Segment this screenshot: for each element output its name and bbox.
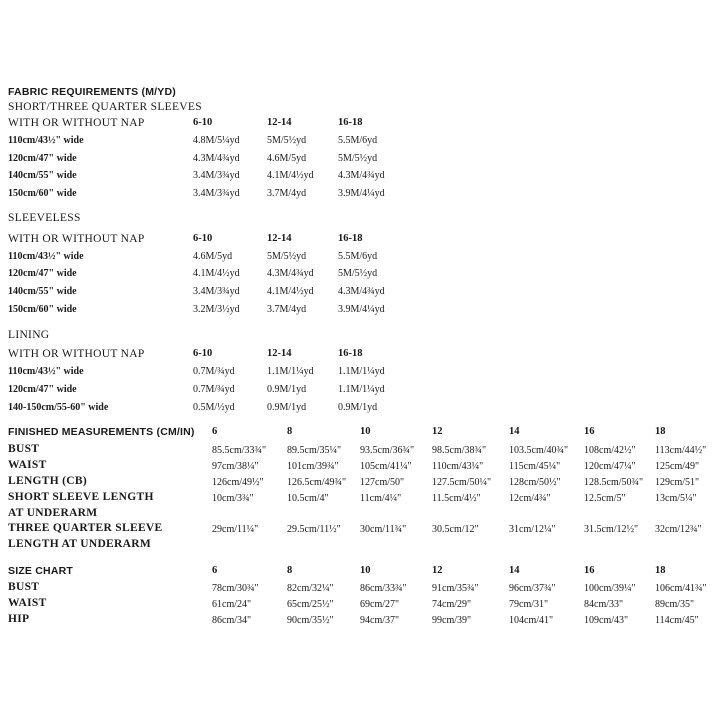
size-header: 6 <box>212 426 218 437</box>
fabric-value: 0.5M/½yd <box>193 402 235 413</box>
measure-value: 89cm/35" <box>655 599 695 610</box>
measure-value: 12.5cm/5" <box>584 493 626 504</box>
fabric-value: 4.6M/5yd <box>193 251 233 262</box>
fabric-value: 5M/5½yd <box>338 153 378 164</box>
measure-value: 12cm/4¾" <box>509 493 551 504</box>
fabric-value: 4.3M/4¾yd <box>267 268 314 279</box>
fabric-value: 3.7M/4yd <box>267 188 307 199</box>
measure-value: 127cm/50" <box>360 477 405 488</box>
measure-value: 105cm/41¼" <box>360 461 412 472</box>
measure-value: 115cm/45¼" <box>509 461 561 472</box>
measure-label: WAIST <box>8 459 47 471</box>
fabric-value: 0.7M/¾yd <box>193 384 235 395</box>
measure-value: 86cm/34" <box>212 615 252 626</box>
fabric-value: 1.1M/1¼yd <box>267 366 314 377</box>
size-header: 10 <box>360 565 371 576</box>
measure-value: 29.5cm/11½" <box>287 524 341 535</box>
measure-value: 101cm/39¾" <box>287 461 339 472</box>
size-header: 6 <box>212 565 218 576</box>
size-header: 16-18 <box>338 117 363 128</box>
measure-value: 106cm/41¾" <box>655 583 707 594</box>
size-header: 16 <box>584 565 595 576</box>
measure-value: 31.5cm/12½" <box>584 524 639 535</box>
measure-value: 79cm/31" <box>509 599 549 610</box>
measure-value: 82cm/32¼" <box>287 583 334 594</box>
finished-title: FINISHED MEASUREMENTS (CM/IN) <box>8 426 195 438</box>
group-subheading: WITH OR WITHOUT NAP <box>8 117 145 129</box>
measure-value: 99cm/39" <box>432 615 472 626</box>
size-header: 12 <box>432 426 443 437</box>
fabric-value: 5.5M/6yd <box>338 251 378 262</box>
fabric-value: 3.7M/4yd <box>267 304 307 315</box>
size-header: 8 <box>287 426 293 437</box>
measure-value: 11cm/4¼" <box>360 493 402 504</box>
size-header: 12-14 <box>267 233 292 244</box>
measure-label: LENGTH (CB) <box>8 475 88 487</box>
fabric-width-label: 140cm/55" wide <box>8 286 77 297</box>
fabric-width-label: 120cm/47" wide <box>8 384 77 395</box>
measure-value: 69cm/27" <box>360 599 400 610</box>
fabric-width-label: 110cm/43½" wide <box>8 135 84 146</box>
fabric-value: 1.1M/1¼yd <box>338 366 385 377</box>
measure-value: 10.5cm/4" <box>287 493 329 504</box>
measure-value: 89.5cm/35¼" <box>287 445 342 456</box>
size-header: 8 <box>287 565 293 576</box>
measure-value: 93.5cm/36¾" <box>360 445 415 456</box>
measure-value: 90cm/35½" <box>287 615 334 626</box>
fabric-value: 4.1M/4½yd <box>193 268 240 279</box>
size-header: 14 <box>509 565 520 576</box>
measure-value: 13cm/5¼" <box>655 493 697 504</box>
fabric-value: 5M/5½yd <box>267 135 307 146</box>
measure-value: 128.5cm/50¾" <box>584 477 644 488</box>
measure-value: 100cm/39¼" <box>584 583 636 594</box>
size-header: 12-14 <box>267 348 292 359</box>
measure-value: 85.5cm/33¾" <box>212 445 267 456</box>
measure-label-line2: AT UNDERARM <box>8 507 98 519</box>
fabric-value: 0.9M/1yd <box>267 384 307 395</box>
group-subheading: WITH OR WITHOUT NAP <box>8 233 145 245</box>
fabric-width-label: 110cm/43½" wide <box>8 251 84 262</box>
fabric-width-label: 120cm/47" wide <box>8 153 77 164</box>
measure-label: BUST <box>8 443 40 455</box>
fabric-value: 3.4M/3¾yd <box>193 170 240 181</box>
measure-value: 65cm/25½" <box>287 599 334 610</box>
measure-value: 129cm/51" <box>655 477 700 488</box>
fabric-value: 3.9M/4¼yd <box>338 304 385 315</box>
measure-label: HIP <box>8 613 30 625</box>
measure-value: 126.5cm/49¾" <box>287 477 347 488</box>
group-heading: SHORT/THREE QUARTER SLEEVES <box>8 101 202 113</box>
size-header: 16-18 <box>338 233 363 244</box>
fabric-value: 0.9M/1yd <box>338 402 378 413</box>
fabric-value: 1.1M/1¼yd <box>338 384 385 395</box>
size-header: 6-10 <box>193 348 213 359</box>
fabric-value: 3.2M/3½yd <box>193 304 240 315</box>
fabric-width-label: 120cm/47" wide <box>8 268 77 279</box>
size-header: 18 <box>655 565 666 576</box>
measure-value: 61cm/24" <box>212 599 252 610</box>
measure-label-line2: LENGTH AT UNDERARM <box>8 538 151 550</box>
size-header: 6-10 <box>193 117 213 128</box>
fabric-value: 4.3M/4¾yd <box>338 170 385 181</box>
fabric-value: 4.8M/5¼yd <box>193 135 240 146</box>
measure-value: 128cm/50½" <box>509 477 561 488</box>
measure-value: 109cm/43" <box>584 615 629 626</box>
size-header: 16-18 <box>338 348 363 359</box>
measure-value: 114cm/45" <box>655 615 699 626</box>
group-heading: SLEEVELESS <box>8 212 81 224</box>
measure-value: 103.5cm/40¾" <box>509 445 569 456</box>
measure-value: 126cm/49½" <box>212 477 264 488</box>
fabric-width-label: 140-150cm/55-60" wide <box>8 402 109 413</box>
measure-value: 74cm/29" <box>432 599 472 610</box>
measure-value: 110cm/43¼" <box>432 461 484 472</box>
fabric-title: FABRIC REQUIREMENTS (M/YD) <box>8 86 176 98</box>
measure-value: 86cm/33¾" <box>360 583 407 594</box>
group-heading: LINING <box>8 329 50 341</box>
measure-value: 125cm/49" <box>655 461 700 472</box>
measure-value: 11.5cm/4½" <box>432 493 481 504</box>
fabric-value: 4.6M/5yd <box>267 153 307 164</box>
fabric-width-label: 150cm/60" wide <box>8 188 77 199</box>
sizechart-title: SIZE CHART <box>8 565 73 577</box>
measure-value: 97cm/38¼" <box>212 461 259 472</box>
size-header: 16 <box>584 426 595 437</box>
fabric-value: 4.1M/4½yd <box>267 286 314 297</box>
measure-value: 78cm/30¾" <box>212 583 259 594</box>
measure-value: 96cm/37¾" <box>509 583 556 594</box>
measure-value: 94cm/37" <box>360 615 400 626</box>
fabric-value: 4.3M/4¾yd <box>193 153 240 164</box>
fabric-value: 3.4M/3¾yd <box>193 286 240 297</box>
group-subheading: WITH OR WITHOUT NAP <box>8 348 145 360</box>
measure-value: 98.5cm/38¾" <box>432 445 487 456</box>
measure-value: 127.5cm/50¼" <box>432 477 492 488</box>
measure-value: 104cm/41" <box>509 615 554 626</box>
measure-label: THREE QUARTER SLEEVE <box>8 522 163 534</box>
measure-label: WAIST <box>8 597 47 609</box>
fabric-width-label: 150cm/60" wide <box>8 304 77 315</box>
measure-label: SHORT SLEEVE LENGTH <box>8 491 154 503</box>
size-header: 12-14 <box>267 117 292 128</box>
measure-value: 31cm/12¼" <box>509 524 556 535</box>
measure-value: 32cm/12¾" <box>655 524 702 535</box>
fabric-value: 5M/5½yd <box>267 251 307 262</box>
measure-value: 84cm/33" <box>584 599 624 610</box>
fabric-value: 3.9M/4¼yd <box>338 188 385 199</box>
fabric-value: 0.7M/¾yd <box>193 366 235 377</box>
measure-value: 30cm/11¾" <box>360 524 407 535</box>
fabric-value: 0.9M/1yd <box>267 402 307 413</box>
size-header: 10 <box>360 426 371 437</box>
measure-value: 10cm/3¾" <box>212 493 254 504</box>
fabric-value: 3.4M/3¾yd <box>193 188 240 199</box>
measure-value: 29cm/11¼" <box>212 524 259 535</box>
fabric-value: 5M/5½yd <box>338 268 378 279</box>
measure-value: 120cm/47¼" <box>584 461 636 472</box>
measure-value: 113cm/44½" <box>655 445 707 456</box>
fabric-value: 4.1M/4½yd <box>267 170 314 181</box>
measure-value: 30.5cm/12" <box>432 524 479 535</box>
size-header: 18 <box>655 426 666 437</box>
fabric-value: 4.3M/4¾yd <box>338 286 385 297</box>
fabric-width-label: 140cm/55" wide <box>8 170 77 181</box>
size-header: 6-10 <box>193 233 213 244</box>
size-header: 14 <box>509 426 520 437</box>
measure-value: 91cm/35¾" <box>432 583 479 594</box>
fabric-width-label: 110cm/43½" wide <box>8 366 84 377</box>
fabric-value: 5.5M/6yd <box>338 135 378 146</box>
measure-label: BUST <box>8 581 40 593</box>
measure-value: 108cm/42½" <box>584 445 636 456</box>
size-header: 12 <box>432 565 443 576</box>
